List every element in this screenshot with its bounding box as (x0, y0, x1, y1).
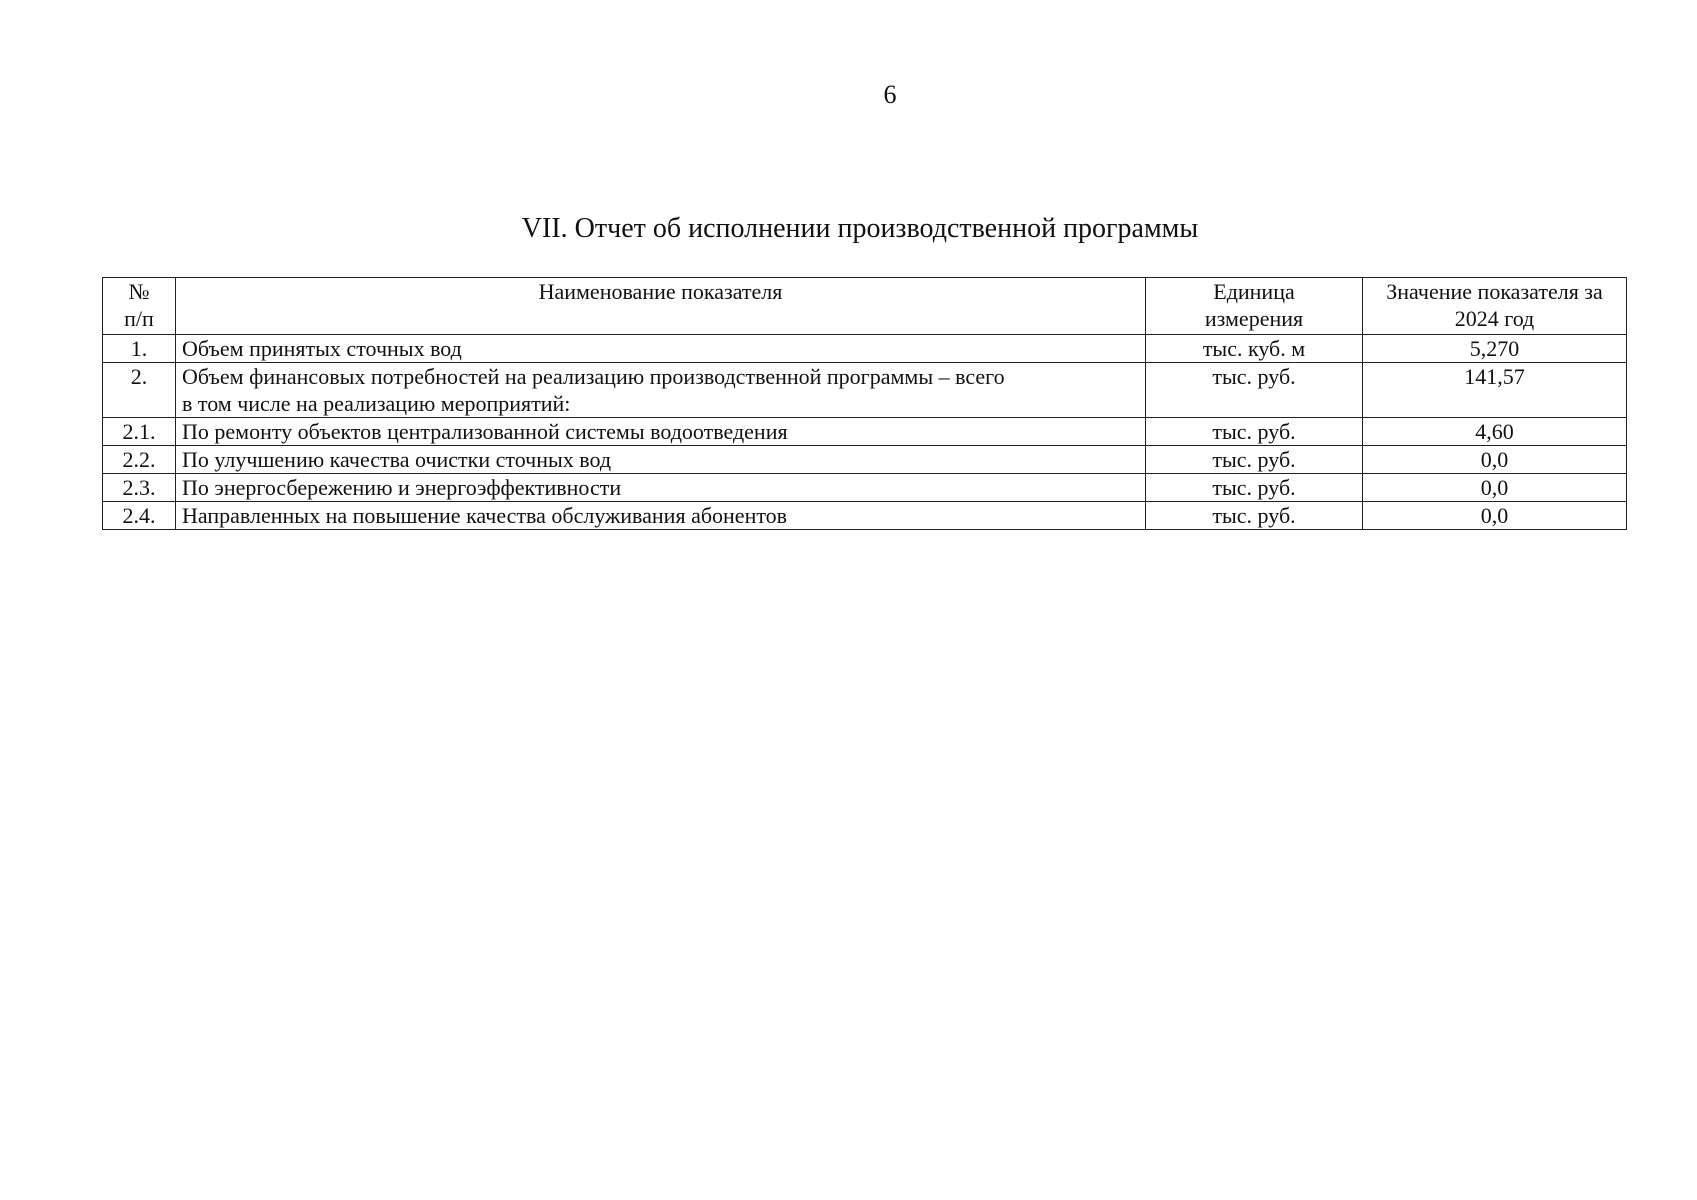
row-name (176, 363, 1146, 418)
table-row (103, 474, 1627, 502)
row-name-line2: в том числе на реализацию мероприятий: (182, 391, 571, 416)
row-unit: тыс. руб. (1146, 446, 1363, 474)
table-row (103, 335, 1627, 363)
row-num: 2.1. (103, 418, 176, 446)
row-unit: тыс. руб. (1146, 502, 1363, 530)
row-name: По улучшению качества очистки сточных вод (176, 446, 1146, 474)
header-value (1363, 278, 1627, 335)
table-row (103, 446, 1627, 474)
table-row (103, 418, 1627, 446)
table-row (103, 502, 1627, 530)
row-num: 2.3. (103, 474, 176, 502)
row-value: 4,60 (1363, 418, 1627, 446)
row-num: 1. (103, 335, 176, 363)
row-unit: тыс. руб. (1146, 363, 1363, 418)
row-num: 2.2. (103, 446, 176, 474)
row-unit: тыс. руб. (1146, 474, 1363, 502)
table-header-row (103, 278, 1627, 335)
row-num: 2.4. (103, 502, 176, 530)
row-unit: тыс. руб. (1146, 418, 1363, 446)
row-name-line1: Объем финансовых потребностей на реализацию производственной программы – всего (182, 364, 1005, 389)
header-num (103, 278, 176, 335)
page-number: 6 (883, 80, 897, 109)
row-name: Направленных на повышение качества обслуживания абонентов (176, 502, 1146, 530)
row-value: 141,57 (1363, 363, 1627, 418)
row-name: Объем принятых сточных вод (176, 335, 1146, 363)
row-value: 0,0 (1363, 474, 1627, 502)
header-value-label: Значение показателя за 2024 год (1386, 279, 1603, 331)
header-unit (1146, 278, 1363, 335)
row-value: 5,270 (1363, 335, 1627, 363)
row-name: По ремонту объектов централизованной системы водоотведения (176, 418, 1146, 446)
row-value: 0,0 (1363, 502, 1627, 530)
header-name: Наименование показателя (176, 278, 1146, 335)
row-num: 2. (103, 363, 176, 418)
header-unit-label: Единица измерения (1204, 279, 1304, 331)
header-num-label: № п/п (124, 279, 154, 331)
section-title: VII. Отчет об исполнении производственной программы (521, 213, 1199, 244)
row-value: 0,0 (1363, 446, 1627, 474)
table-row (103, 363, 1627, 418)
row-unit: тыс. куб. м (1146, 335, 1363, 363)
report-table (102, 277, 1627, 530)
row-name: По энергосбережению и энергоэффективности (176, 474, 1146, 502)
